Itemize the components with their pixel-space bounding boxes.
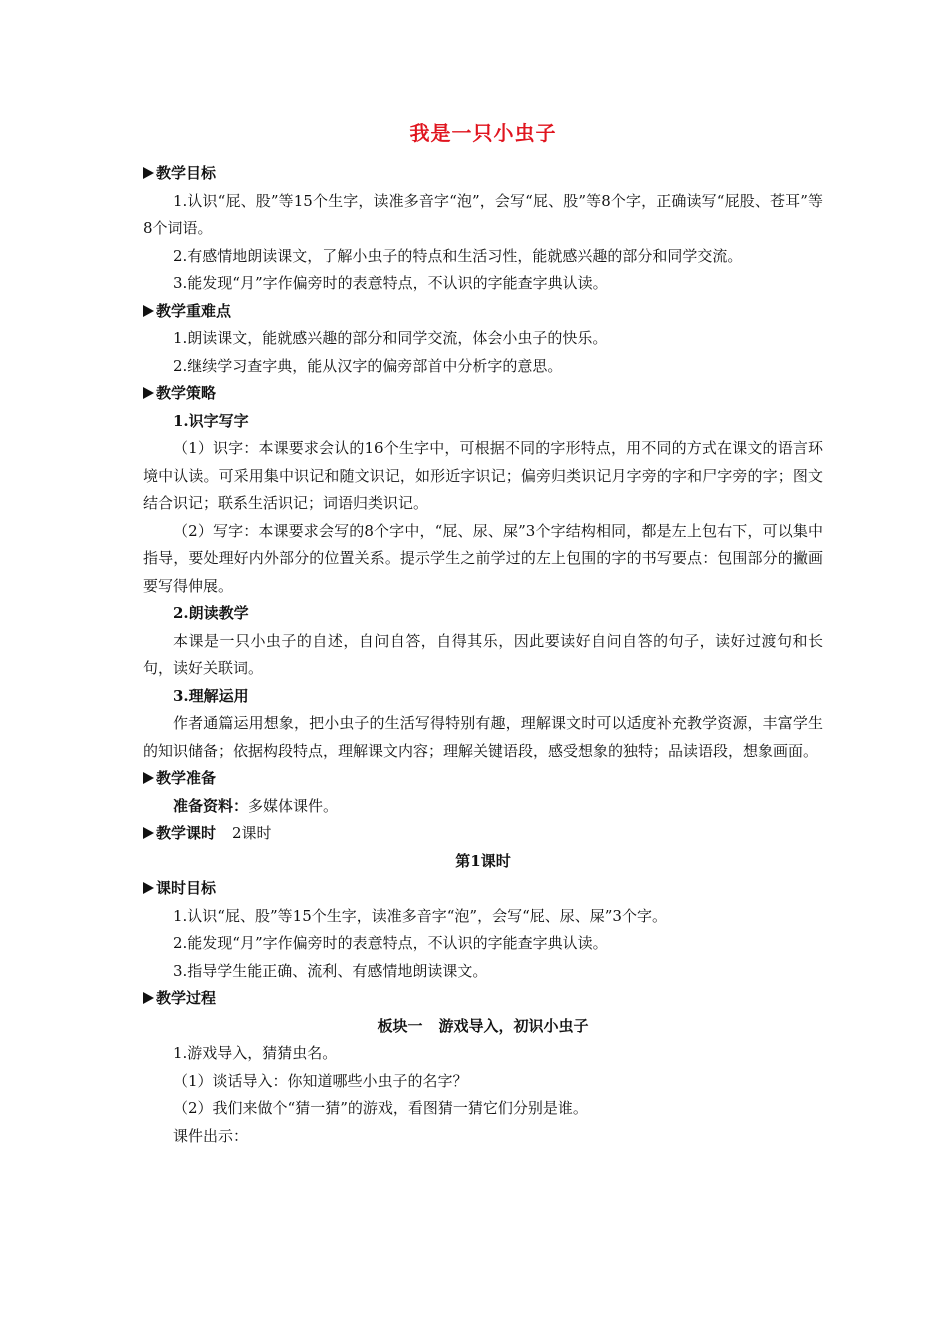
preparation-value: 多媒体课件。: [248, 796, 339, 815]
process-step: （1）谈话导入：你知道哪些小虫子的名字？: [173, 1071, 468, 1090]
lesson-title: 第1课时: [455, 851, 511, 870]
key-point-item: 1.朗读课文，能就感兴趣的部分和同学交流，体会小虫子的快乐。: [173, 329, 608, 347]
strategy-paragraph: （2）写字：本课要求会写的8个字中，“屁、尿、屎”3个字结构相同，都是左上包右下，可以集中指导，要处理好内外部分的位置关系。提示学生之前学过的左上包围的字的书写要点：包围部分的撇画要写得伸展。: [143, 521, 823, 595]
lesson-objective-item: 1.认识“屁、股”等15个生字，读准多音字“泡”，会写“屁、尿、屎”3个字。: [173, 906, 667, 925]
objective-item: 3.能发现“月”字作偏旁时的表意特点，不认识的字能查字典认读。: [173, 274, 608, 292]
strategy-paragraph: （1）识字：本课要求会认的16个生字中，可根据不同的字形特点，用不同的方式在课文的语言环境中认读。可采用集中识记和随文识记，如形近字识记；偏旁归类识记月字旁的字和尸字旁的字；图文结合识记；联系生活识记；词语归类识记。: [143, 439, 823, 512]
process-step: （2）我们来做个“猜一猜”的游戏，看图猜一猜它们分别是谁。: [173, 1099, 588, 1117]
strategy-subtitle-reading: 2.朗读教学: [173, 604, 249, 622]
preparation-line: [143, 793, 823, 821]
periods-value: 2课时: [232, 824, 272, 842]
objective-item: 1.认识“屁、股”等15个生字，读准多音字“泡”，会写“屁、股”等8个字，正确读写“屁股、苍耳”等8个词语。: [143, 191, 823, 237]
block-label: 板块一: [377, 1016, 423, 1035]
triangle-bullet-icon: [143, 305, 154, 317]
triangle-bullet-icon: [143, 772, 154, 784]
process-step: 1.游戏导入，猜猜虫名。: [173, 1044, 338, 1062]
section-heading-periods: 教学课时 2课时: [143, 820, 823, 848]
section-heading-objectives: 教学目标: [143, 160, 823, 188]
document-page: [143, 118, 823, 1150]
objective-item: 2.有感情地朗读课文，了解小虫子的特点和生活习性，能就感兴趣的部分和同学交流。: [173, 246, 743, 265]
triangle-bullet-icon: [143, 387, 154, 399]
section-heading-process: 教学过程: [143, 985, 823, 1013]
triangle-bullet-icon: [143, 167, 154, 179]
strategy-paragraph: 本课是一只小虫子的自述，自问自答，自得其乐，因此要读好自问自答的句子，读好过渡句和长句，读好关联词。: [143, 631, 823, 677]
page-title: 我是一只小虫子: [409, 121, 557, 145]
lesson-objective-item: 3.指导学生能正确、流利、有感情地朗读课文。: [173, 961, 488, 980]
strategy-subtitle-literacy: 1.识字写字: [173, 411, 249, 430]
strategy-paragraph: 作者通篇运用想象，把小虫子的生活写得特别有趣，理解课文时可以适度补充教学资源，丰富学生的知识储备；依据构段特点，理解课文内容；理解关键语段，感受想象的独特；品读语段，想象画面。: [143, 714, 823, 760]
strategy-subtitle-comprehension: 3.理解运用: [173, 686, 249, 705]
key-point-item: 2.继续学习查字典，能从汉字的偏旁部首中分析字的意思。: [173, 356, 563, 375]
lesson-objective-item: 2.能发现“月”字作偏旁时的表意特点，不认识的字能查字典认读。: [173, 934, 608, 952]
triangle-bullet-icon: [143, 992, 154, 1004]
section-heading-preparation: 教学准备: [143, 765, 823, 793]
section-heading-key-points: 教学重难点: [143, 298, 823, 326]
section-heading-lesson-objectives: 课时目标: [143, 875, 823, 903]
block-title: [143, 1013, 823, 1041]
preparation-label: 准备资料：: [173, 796, 249, 815]
process-step: 课件出示：: [173, 1126, 249, 1145]
triangle-bullet-icon: [143, 882, 154, 894]
section-heading-strategy: 教学策略: [143, 380, 823, 408]
triangle-bullet-icon: [143, 827, 154, 839]
block-name: 游戏导入，初识小虫子: [438, 1016, 589, 1035]
